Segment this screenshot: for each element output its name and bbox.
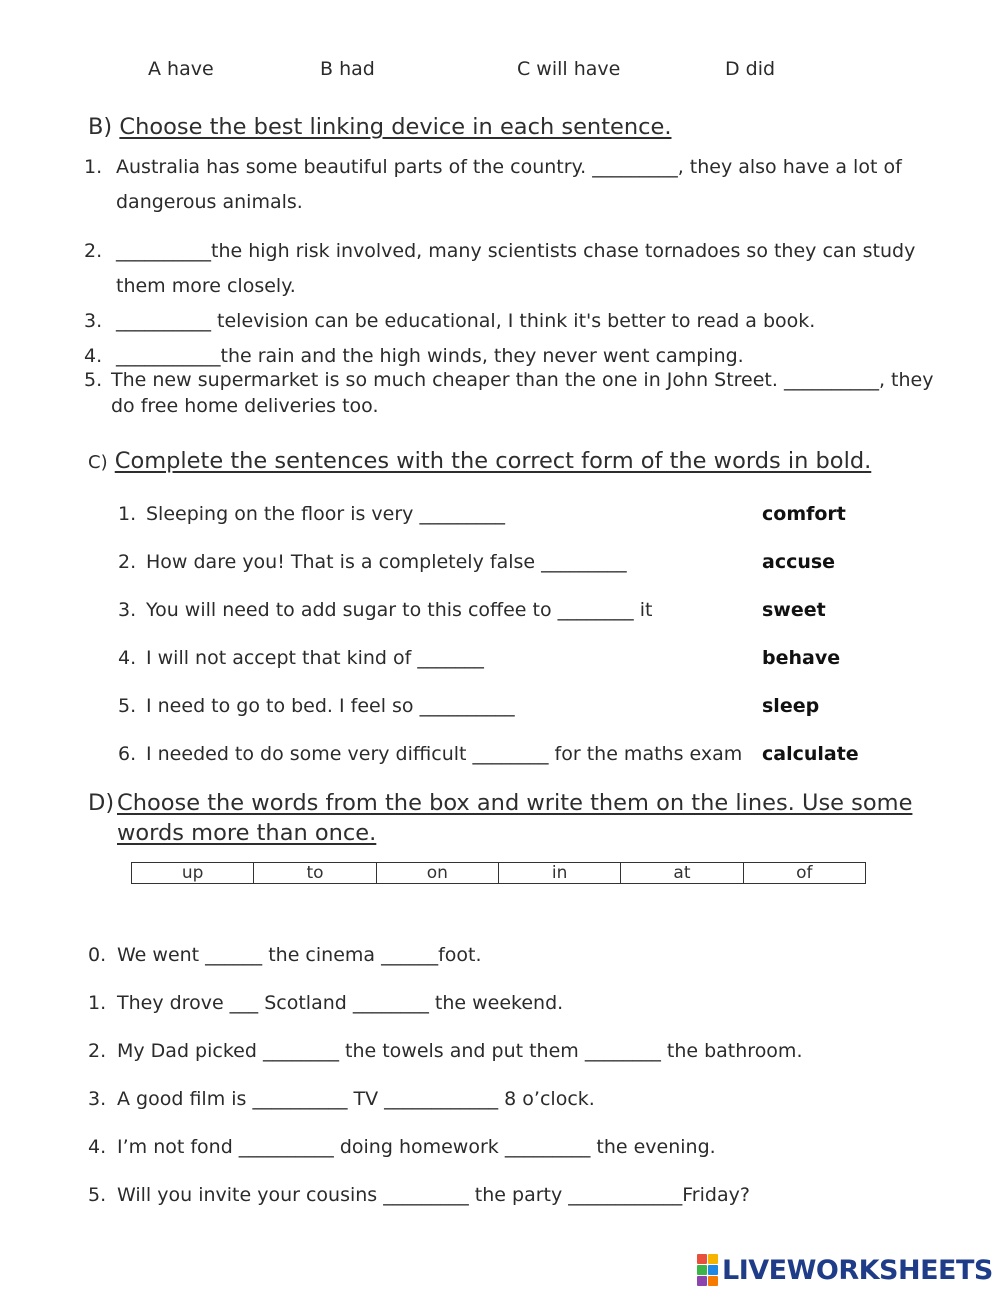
section-c-item-2-word: accuse	[762, 551, 836, 573]
section-d-item-4-text: I’m not fond __________ doing homework _________ the evening.	[117, 1136, 716, 1158]
section-d-item-3-num: 3.	[88, 1088, 107, 1110]
option-c: C will have	[517, 58, 621, 80]
section-c-item-4-text: I will not accept that kind of _______	[146, 647, 484, 669]
section-d-item-5-num: 5.	[88, 1184, 107, 1206]
section-b-item-5-text-cont: do free home deliveries too.	[111, 395, 379, 417]
section-b-item-1-text: Australia has some beautiful parts of the country. _________, they also have a lot of	[116, 156, 902, 178]
section-c-item-5-text: I need to go to bed. I feel so __________	[146, 695, 515, 717]
section-c-item-4-num: 4.	[118, 647, 137, 669]
section-c-item-5-word: sleep	[762, 695, 820, 717]
section-c-item-1-word: comfort	[762, 503, 846, 525]
section-d-title-cont	[117, 820, 376, 846]
section-b-item-3-num: 3.	[84, 310, 103, 332]
option-a: A have	[148, 58, 214, 80]
liveworksheets-logo	[697, 1254, 993, 1286]
section-b-item-2-text-cont: them more closely.	[116, 275, 296, 297]
logo-tile	[708, 1265, 718, 1275]
section-c-heading	[88, 448, 871, 474]
section-c-item-6-text: I needed to do some very difficult ________ for the maths exam	[146, 743, 743, 765]
section-c-item-2-num: 2.	[118, 551, 137, 573]
section-d-item-4-num: 4.	[88, 1136, 107, 1158]
word-box-cell: in	[499, 863, 621, 884]
section-d-item-0-num: 0.	[88, 944, 107, 966]
section-c-item-3-num: 3.	[118, 599, 137, 621]
logo-tile	[708, 1254, 718, 1264]
section-d-item-5-text: Will you invite your cousins _________ the party ____________Friday?	[117, 1184, 750, 1206]
section-d-title-line2: words more than once.	[117, 820, 377, 846]
option-b: B had	[320, 58, 375, 80]
section-c-item-6-word: calculate	[762, 743, 859, 765]
logo-tile	[697, 1276, 707, 1286]
section-b-letter: B)	[88, 114, 113, 140]
section-d-item-0-text: We went ______ the cinema ______foot.	[117, 944, 482, 966]
section-d-title-line1: Choose the words from the box and write them on the lines. Use some	[117, 790, 913, 816]
section-c-item-3-text: You will need to add sugar to this coffee to ________ it	[146, 599, 653, 621]
section-b-item-4-text: ___________the rain and the high winds, they never went camping.	[116, 345, 744, 367]
section-c-item-3-word: sweet	[762, 599, 826, 621]
section-d-item-3-text: A good film is __________ TV ____________ 8 o’clock.	[117, 1088, 595, 1110]
section-d-item-1-num: 1.	[88, 992, 107, 1014]
section-d-item-1-text: They drove ___ Scotland ________ the weekend.	[117, 992, 564, 1014]
section-b-item-2-text: __________the high risk involved, many scientists chase tornadoes so they can study	[116, 240, 916, 262]
section-b-item-3-text: __________ television can be educational, I think it's better to read a book.	[116, 310, 816, 332]
section-b-item-5-num: 5.	[84, 369, 103, 391]
section-d-letter: D)	[88, 790, 115, 816]
section-b-item-1-text-cont: dangerous animals.	[116, 191, 303, 213]
section-d-title	[117, 790, 912, 816]
section-b-item-5-text: The new supermarket is so much cheaper than the one in John Street. __________, they	[111, 369, 934, 391]
section-d-item-2-num: 2.	[88, 1040, 107, 1062]
section-b-heading	[88, 114, 671, 140]
section-c-item-5-num: 5.	[118, 695, 137, 717]
logo-tile	[697, 1265, 707, 1275]
section-c-letter: C)	[88, 452, 108, 473]
word-box-cell: up	[132, 863, 254, 884]
section-b-title: Choose the best linking device in each sentence.	[119, 114, 672, 140]
section-c-title: Complete the sentences with the correct form of the words in bold.	[114, 448, 872, 474]
section-c-item-2-text: How dare you! That is a completely false _________	[146, 551, 627, 573]
section-b-item-4-num: 4.	[84, 345, 103, 367]
section-b-item-1-num: 1.	[84, 156, 103, 178]
section-b-item-2-num: 2.	[84, 240, 103, 262]
section-d-item-2-text: My Dad picked ________ the towels and put them ________ the bathroom.	[117, 1040, 803, 1062]
word-box-cell: to	[254, 863, 376, 884]
word-box-cell: of	[743, 863, 865, 884]
word-box	[131, 862, 866, 884]
liveworksheets-logo-text: LIVEWORKSHEETS	[722, 1254, 993, 1286]
section-c-item-1-num: 1.	[118, 503, 137, 525]
liveworksheets-logo-icon	[697, 1254, 718, 1286]
word-box-cell: at	[621, 863, 743, 884]
section-c-item-1-text: Sleeping on the floor is very _________	[146, 503, 505, 525]
logo-tile	[697, 1254, 707, 1264]
option-d: D did	[725, 58, 776, 80]
logo-tile	[708, 1276, 718, 1286]
section-c-item-6-num: 6.	[118, 743, 137, 765]
section-c-item-4-word: behave	[762, 647, 841, 669]
word-box-cell: on	[376, 863, 498, 884]
